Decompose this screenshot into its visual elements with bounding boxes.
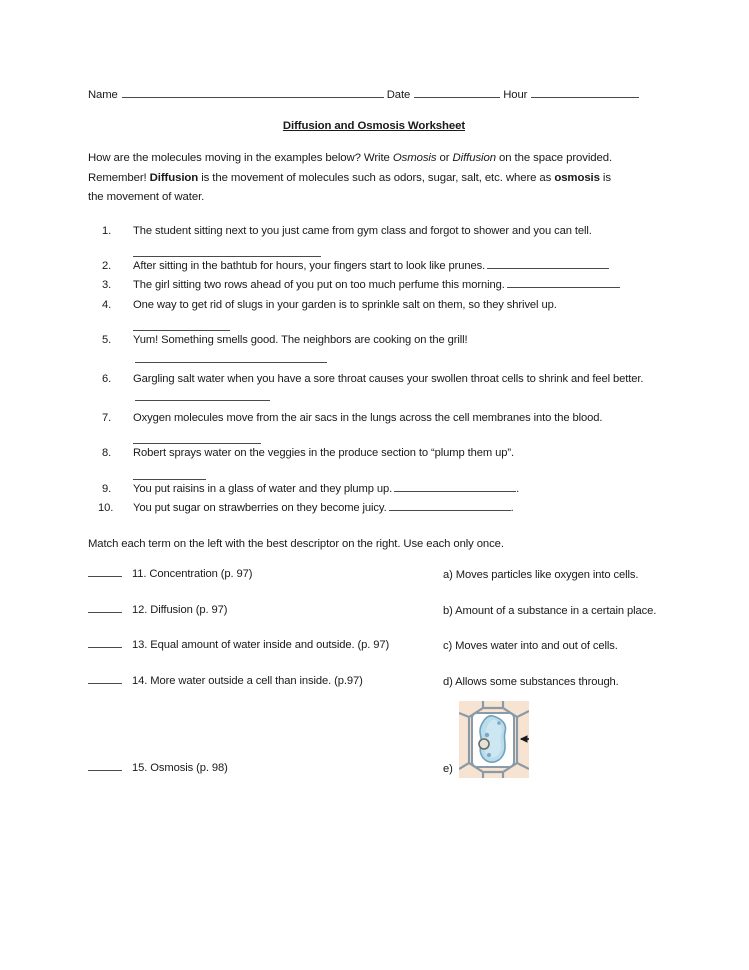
matching-answer-blank[interactable] xyxy=(88,566,122,577)
question-text: Oxygen molecules move from the air sacs in the lungs across the cell membranes into the blood. xyxy=(133,411,603,424)
plant-cell-osmosis-diagram xyxy=(459,701,529,778)
question-number: 4. xyxy=(102,298,112,311)
matching-row xyxy=(88,760,660,779)
question-item xyxy=(88,257,660,276)
page-title: Diffusion and Osmosis Worksheet xyxy=(282,120,466,132)
matching-term-label: 14. More water outside a cell than inside. (p.97) xyxy=(132,674,363,687)
matching-descriptor: c) Moves water into and out of cells. xyxy=(443,640,618,653)
question-list xyxy=(88,222,660,519)
answer-blank[interactable] xyxy=(135,390,270,401)
instructions-paragraph xyxy=(88,149,628,208)
matching-term-cell xyxy=(88,602,443,616)
answer-blank[interactable] xyxy=(487,258,609,269)
matching-descriptor: b) Amount of a substance in a certain place. xyxy=(443,604,657,617)
matching-term-label: 12. Diffusion (p. 97) xyxy=(132,603,228,616)
question-item xyxy=(88,296,660,331)
matching-row xyxy=(88,637,660,656)
question-number: 1. xyxy=(102,224,112,237)
answer-blank[interactable] xyxy=(133,468,206,480)
matching-instructions: Match each term on the left with the best descriptor on the right. Use each only once. xyxy=(88,538,504,551)
date-blank[interactable] xyxy=(414,86,500,98)
answer-blank[interactable] xyxy=(133,319,230,331)
name-label: Name xyxy=(88,89,118,101)
answer-blank[interactable] xyxy=(133,245,321,257)
question-text: The student sitting next to you just came from gym class and forgot to shower and you can tell. xyxy=(133,224,592,237)
matching-term-cell xyxy=(88,637,443,651)
name-blank[interactable] xyxy=(122,86,384,98)
intro-text-4: is the movement of molecules such as odors, sugar, salt, etc. where as xyxy=(198,171,555,184)
question-text: One way to get rid of slugs in your garden is to sprinkle salt on them, so they shrivel up. xyxy=(133,298,557,311)
intro-text-1: How are the molecules moving in the examples below? Write xyxy=(88,152,393,164)
question-number: 6. xyxy=(102,372,112,385)
matching-descriptor: e) xyxy=(443,763,453,776)
question-text: The girl sitting two rows ahead of you put on too much perfume this morning. xyxy=(133,279,505,292)
question-number: 8. xyxy=(102,447,112,460)
matching-descriptor: a) Moves particles like oxygen into cells. xyxy=(443,569,639,582)
matching-row xyxy=(88,602,660,621)
document-body xyxy=(88,86,660,796)
question-item xyxy=(88,331,660,370)
answer-blank[interactable] xyxy=(133,432,261,444)
answer-blank[interactable] xyxy=(507,277,620,288)
matching-term-cell xyxy=(88,673,443,687)
question-trailing-punctuation: . xyxy=(510,501,514,514)
question-number: 3. xyxy=(102,279,112,292)
question-item xyxy=(88,409,660,444)
question-text: Yum! Something smells good. The neighbors are cooking on the grill! xyxy=(133,334,468,347)
question-text: Robert sprays water on the veggies in the produce section to “plump them up”. xyxy=(133,447,514,460)
matching-answer-blank[interactable] xyxy=(88,602,122,613)
question-item xyxy=(88,444,660,479)
intro-strong-osmosis: osmosis xyxy=(554,171,600,184)
matching-answer-blank[interactable] xyxy=(88,637,122,648)
matching-descriptor: d) Allows some substances through. xyxy=(443,675,619,688)
question-trailing-punctuation: . xyxy=(516,482,520,495)
question-text: After sitting in the bathtub for hours, your fingers start to look like prunes. xyxy=(133,259,486,272)
question-text: You put raisins in a glass of water and they plump up. xyxy=(133,482,393,495)
question-number: 10. xyxy=(98,501,114,514)
question-item xyxy=(88,480,660,499)
intro-emphasis-diffusion: Diffusion xyxy=(452,152,496,164)
question-item xyxy=(88,499,660,518)
question-number: 2. xyxy=(102,259,112,272)
question-number: 7. xyxy=(102,411,112,424)
intro-text-3: on the space provided. Remember! xyxy=(88,152,613,184)
question-text: You put sugar on strawberries on they become juicy. xyxy=(133,501,387,514)
student-info-row xyxy=(88,86,660,101)
question-item xyxy=(88,276,660,295)
question-number: 5. xyxy=(102,334,112,347)
date-label: Date xyxy=(386,89,411,101)
answer-blank[interactable] xyxy=(135,352,327,363)
hour-blank[interactable] xyxy=(531,86,639,98)
matching-term-label: 15. Osmosis (p. 98) xyxy=(132,762,228,775)
matching-term-label: 13. Equal amount of water inside and outside. (p. 97) xyxy=(132,639,390,652)
question-item xyxy=(88,222,660,257)
question-item xyxy=(88,370,660,409)
matching-row xyxy=(88,566,660,585)
matching-section xyxy=(88,566,660,779)
answer-blank[interactable] xyxy=(389,500,511,511)
matching-term-cell xyxy=(88,760,443,774)
hour-label: Hour xyxy=(503,89,528,101)
intro-text-2: or xyxy=(436,152,453,164)
matching-term-cell xyxy=(88,566,443,580)
intro-strong-diffusion: Diffusion xyxy=(149,171,199,184)
matching-answer-blank[interactable] xyxy=(88,673,122,684)
question-text: Gargling salt water when you have a sore throat causes your swollen throat cells to shrink and feel better. xyxy=(133,372,644,385)
question-number: 9. xyxy=(102,482,112,495)
intro-text-5: is the movement of water. xyxy=(88,171,611,203)
matching-answer-blank[interactable] xyxy=(88,760,122,771)
matching-row xyxy=(88,673,660,692)
intro-emphasis-osmosis: Osmosis xyxy=(392,152,437,164)
matching-term-label: 11. Concentration (p. 97) xyxy=(132,568,253,581)
answer-blank[interactable] xyxy=(394,481,516,492)
